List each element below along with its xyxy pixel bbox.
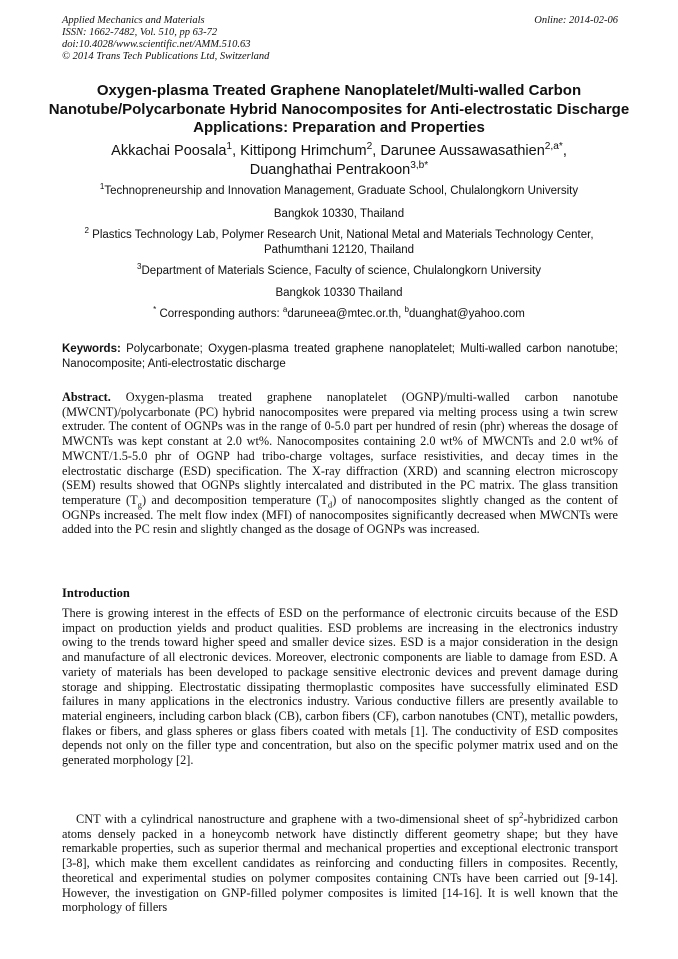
- affiliation: [60, 264, 618, 279]
- abstract-text: ) and decomposition temperature (T: [141, 492, 328, 507]
- affiliation-city: Bangkok 10330 Thailand: [275, 287, 403, 299]
- author-name: Kittipong Hrimchum: [240, 143, 367, 159]
- author-affiliation-mark: 1: [226, 141, 233, 153]
- corresponding-authors: [60, 307, 618, 322]
- abstract-text: ) of nanocomposites slightly changed as the content of OGNPs increased. The melt flow index (MFI) of nanocomposites significantly decreased when MWCNTs were added into the PC resin and slightly changed as the dosage of OGNPs was increased.: [62, 492, 618, 537]
- corresponding-star: *: [153, 305, 157, 315]
- email-a[interactable]: daruneea@mtec.or.th,: [287, 308, 405, 320]
- author-name: Duanghathai Pentrakoon: [249, 161, 411, 178]
- affiliation-mark: 2: [84, 226, 89, 236]
- abstract-label: Abstract.: [62, 390, 111, 404]
- journal-name: Applied Mechanics and Materials: [62, 15, 205, 26]
- doi-line: doi:10.4028/www.scientific.net/AMM.510.63: [62, 39, 251, 50]
- email-mark-b: b: [404, 305, 409, 315]
- author-name: Darunee Aussawasathien: [380, 143, 545, 159]
- subscript-g: g: [137, 499, 142, 510]
- online-date: Online: 2014-02-06: [534, 15, 618, 26]
- keywords: [62, 342, 618, 371]
- affiliation-mark: 1: [99, 182, 105, 192]
- keywords-text: Polycarbonate; Oxygen-plasma treated graphene nanoplatelet; Multi-walled carbon nanotube; Nanocomposite; Anti-electrostatic discharge: [62, 343, 618, 370]
- email-b[interactable]: duanghat@yahoo.com: [408, 308, 525, 320]
- paragraph-text: -hybridized carbon atoms densely packed in a honeycomb network have distinctly different geometry shape; but they have remarkable properties, such as superior thermal and mechanical properties and exceptional electronic transport [3-8], which make them excellent candidates as reinforcing and conducting fillers in composites. Recently, theoretical and experimental studies on polymer composites containing CNTs have been carried out [9-14]. However, the investigation on GNP-filled polymer composites is limited [14-16]. It is well known that the morphology of fillers: [62, 812, 618, 915]
- affiliation-line: Plastics Technology Lab, Polymer Research Unit, National Metal and Materials Technology Center, Pathumthani 12120, Thailand: [92, 229, 594, 256]
- intro-paragraph: There is growing interest in the effects of ESD on the performance of electronic circuits because of the ESD impact on production yields and product qualities. ESD problems are increasing in the electronics industry owing to the trends toward higher speed and smaller device sizes. ESD is a major consideration in the design and manufacture of all electronic devices. Moreover, electronic components are liable to damage from ESD. A variety of materials has been developed to package sensitive electronic devices and prevent damage during storage and shipping. Electrostatic dissipating thermoplastic composites have successfully eliminated ESD failures in many applications in the electronics industry. Various conductive fillers are presently available to material engineers, including carbon black (CB), carbon fibers (CF), carbon nanotubes (CNT), metallic powders, flakes or fibers, and glass spheres or glass fibers coated with metals [1]. The conductivity of ESD composites depends not only on the filler type and concentration, but also on the specific polymer matrix used and on the generated morphology [2].: [62, 606, 618, 768]
- author-affiliation-mark: 2,a*: [544, 141, 563, 153]
- keywords-label: Keywords:: [62, 343, 121, 355]
- copyright-line: © 2014 Trans Tech Publications Ltd, Switzerland: [62, 51, 270, 62]
- issn-line: ISSN: 1662-7482, Vol. 510, pp 63-72: [62, 27, 218, 38]
- journal-header: [62, 15, 618, 63]
- email-mark-a: a: [282, 305, 288, 315]
- affiliation-city: Bangkok 10330, Thailand: [273, 208, 405, 220]
- affiliation-line: Department of Materials Science, Faculty of science, Chulalongkorn University: [141, 265, 541, 277]
- affiliation-mark: 3: [137, 262, 142, 272]
- affiliation: [60, 184, 618, 199]
- abstract: [62, 390, 618, 537]
- author-name: Akkachai Poosala: [111, 143, 227, 159]
- affiliation-line: Technopreneurship and Innovation Management, Graduate School, Chulalongkorn University: [104, 185, 579, 197]
- corresponding-label: Corresponding authors:: [159, 308, 283, 320]
- subscript-d: d: [327, 499, 333, 510]
- author-list: Akkachai Poosala$^1$, Kittipong Hrimchum$^2$, Darunee Aussawasathien$^{2,a*}$, Duanghathai Pentrakoon$^{3,b*}$: [111, 141, 567, 178]
- section-heading: Introduction: [62, 586, 130, 600]
- abstract-text: Oxygen-plasma treated graphene nanoplatelet (OGNP)/multi-walled carbon nanotube (MWCNT)/polycarbonate (PC) hybrid nanocomposites were prepared via melting process using a twin screw extruder. The content of OGNPs was in the range of 0-5.0 part per hundred of resin (phr) whereas the dosage of MWCNTs was kept constant at 2.0 wt%. Nanocomposites containing 2.0 wt% of MWCNTs and 2.0 wt% of MWCNT/1.5-5.0 phr of OGNP had tribo-charge voltages, surface resistivities, and decay times in the electrostatic discharge (ESD) specification. The X-ray diffraction (XRD) and scanning electron microscopy (SEM) results showed that OGNPs slightly intercalated and distributed in the PC matrix. The glass transition temperature (T: [62, 390, 618, 507]
- paper-title: Oxygen-plasma Treated Graphene Nanoplatelet/Multi-walled Carbon Nanotube/Polycarbonate Hybrid Nanocomposites for Anti-electrostatic Discharge Applications: Preparation and Properties: [48, 82, 630, 136]
- author-affiliation-mark: 3,b*: [410, 159, 429, 171]
- superscript-2: 2: [519, 809, 524, 820]
- author-affiliation-mark: 2: [366, 141, 373, 153]
- affiliation: [78, 228, 600, 258]
- paragraph-text: CNT with a cylindrical nanostructure and graphene with a two-dimensional sheet of sp: [76, 812, 520, 826]
- intro-paragraph: [62, 809, 618, 915]
